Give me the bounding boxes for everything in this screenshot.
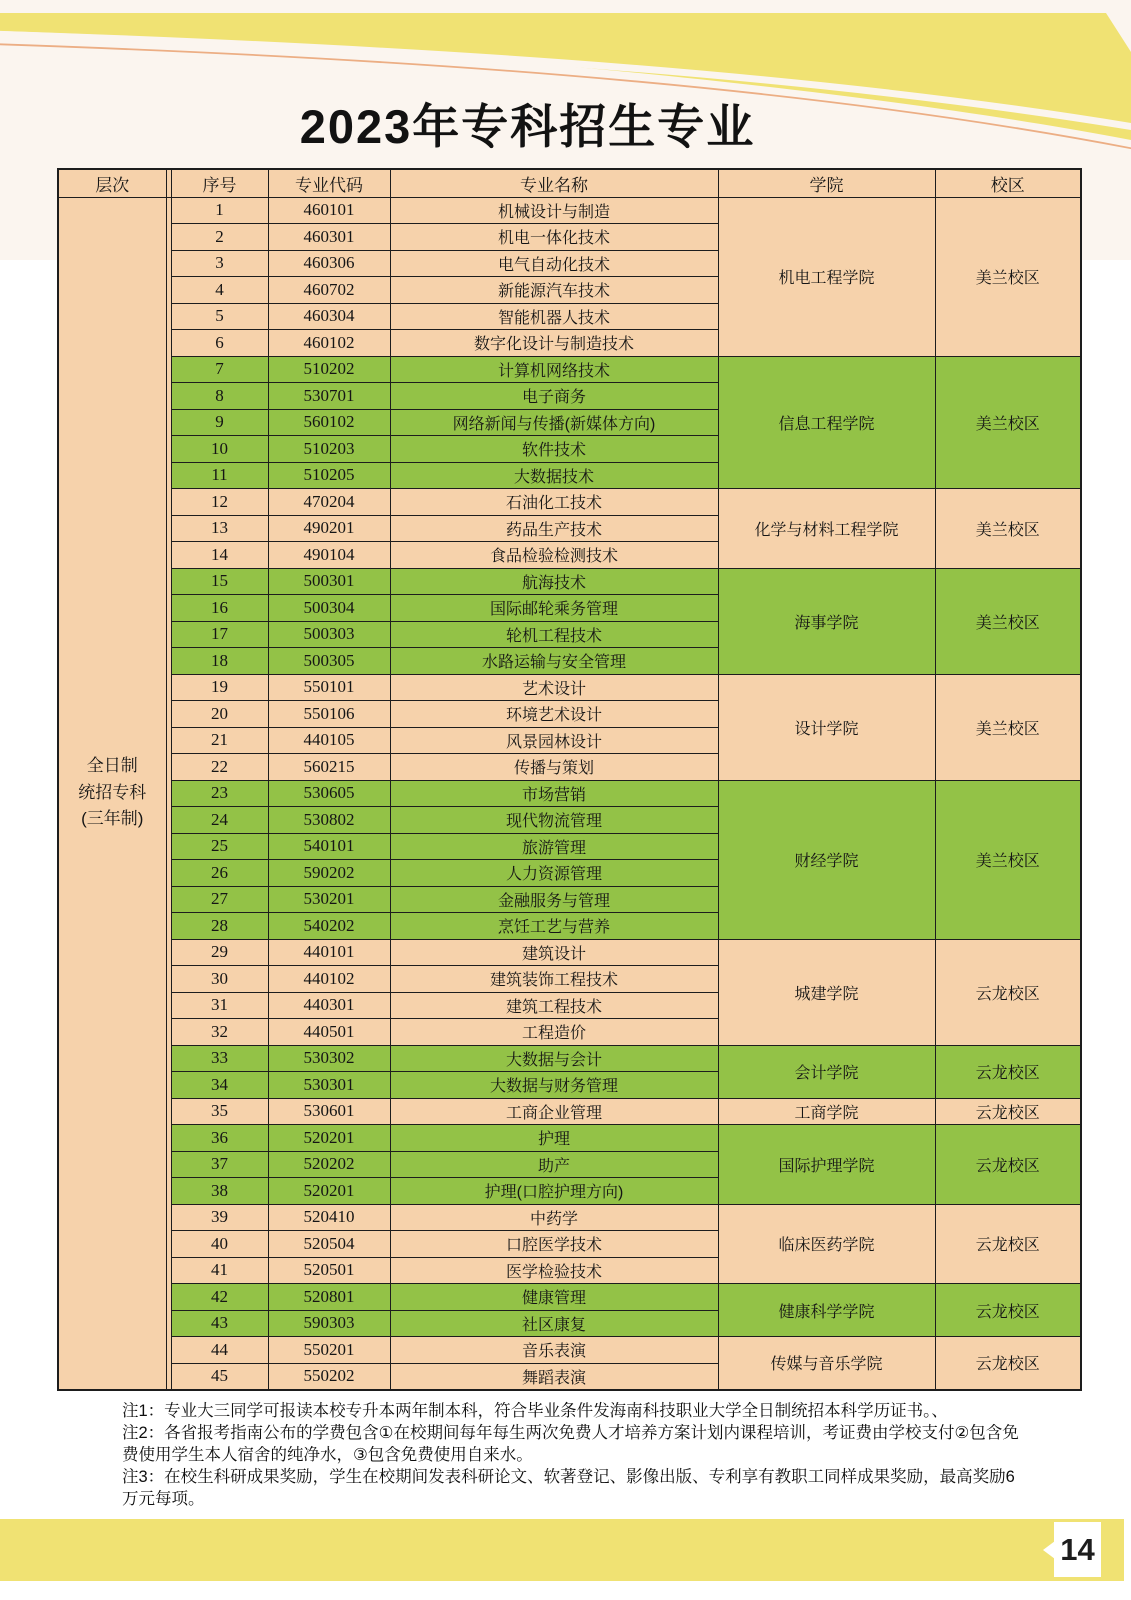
seq-cell: 7 <box>171 356 268 383</box>
code-cell: 460102 <box>268 330 390 357</box>
code-cell: 520410 <box>268 1204 390 1231</box>
campus-cell: 美兰校区 <box>935 568 1081 674</box>
college-cell: 机电工程学院 <box>718 197 935 356</box>
code-cell: 530201 <box>268 886 390 913</box>
level-cell: 全日制 统招专科 (三年制) <box>58 197 166 1390</box>
seq-cell: 36 <box>171 1125 268 1152</box>
seq-cell: 27 <box>171 886 268 913</box>
campus-cell: 美兰校区 <box>935 356 1081 489</box>
header-code: 专业代码 <box>268 169 390 197</box>
code-cell: 590303 <box>268 1310 390 1337</box>
major-name-cell: 健康管理 <box>390 1284 718 1311</box>
major-name-cell: 工商企业管理 <box>390 1098 718 1125</box>
seq-cell: 41 <box>171 1257 268 1284</box>
seq-cell: 40 <box>171 1231 268 1258</box>
seq-cell: 10 <box>171 436 268 463</box>
major-name-cell: 电气自动化技术 <box>390 250 718 277</box>
code-cell: 500301 <box>268 568 390 595</box>
code-cell: 460301 <box>268 224 390 251</box>
major-name-cell: 网络新闻与传播(新媒体方向) <box>390 409 718 436</box>
seq-cell: 32 <box>171 1019 268 1046</box>
major-name-cell: 轮机工程技术 <box>390 621 718 648</box>
major-name-cell: 环境艺术设计 <box>390 701 718 728</box>
major-name-cell: 市场营销 <box>390 780 718 807</box>
code-cell: 510205 <box>268 462 390 489</box>
campus-cell: 云龙校区 <box>935 939 1081 1045</box>
code-cell: 440501 <box>268 1019 390 1046</box>
seq-cell: 19 <box>171 674 268 701</box>
seq-cell: 43 <box>171 1310 268 1337</box>
seq-cell: 16 <box>171 595 268 622</box>
code-cell: 440101 <box>268 939 390 966</box>
college-cell: 海事学院 <box>718 568 935 674</box>
seq-cell: 29 <box>171 939 268 966</box>
table-row <box>58 780 1081 807</box>
footnote-line: 注2：各省报考指南公布的学费包含①在校期间每年每生两次免费人才培养方案计划内课程培训，考证费由学校支付②包含免费使用学生本人宿舍的纯净水，③包含免费使用自来水。 <box>122 1424 1019 1464</box>
table-row <box>58 1204 1081 1231</box>
seq-cell: 31 <box>171 992 268 1019</box>
major-name-cell: 大数据与财务管理 <box>390 1072 718 1099</box>
college-cell: 信息工程学院 <box>718 356 935 489</box>
majors-table-wrap <box>57 168 1080 1391</box>
seq-cell: 33 <box>171 1045 268 1072</box>
college-cell: 会计学院 <box>718 1045 935 1098</box>
footnote-line: 注3：在校生科研成果奖励，学生在校期间发表科研论文、软著登记、影像出版、专利享有教职工同样成果奖励，最高奖励6万元每项。 <box>122 1468 1015 1508</box>
major-name-cell: 数字化设计与制造技术 <box>390 330 718 357</box>
code-cell: 510203 <box>268 436 390 463</box>
seq-cell: 6 <box>171 330 268 357</box>
code-cell: 490104 <box>268 542 390 569</box>
college-cell: 传媒与音乐学院 <box>718 1337 935 1390</box>
major-name-cell: 口腔医学技术 <box>390 1231 718 1258</box>
major-name-cell: 金融服务与管理 <box>390 886 718 913</box>
header-college: 学院 <box>718 169 935 197</box>
seq-cell: 44 <box>171 1337 268 1364</box>
table-row <box>58 489 1081 516</box>
code-cell: 460101 <box>268 197 390 224</box>
major-name-cell: 计算机网络技术 <box>390 356 718 383</box>
code-cell: 540202 <box>268 913 390 940</box>
code-cell: 540101 <box>268 833 390 860</box>
major-name-cell: 机械设计与制造 <box>390 197 718 224</box>
code-cell: 550106 <box>268 701 390 728</box>
college-cell: 健康科学学院 <box>718 1284 935 1337</box>
code-cell: 550201 <box>268 1337 390 1364</box>
major-name-cell: 智能机器人技术 <box>390 303 718 330</box>
code-cell: 520501 <box>268 1257 390 1284</box>
code-cell: 460304 <box>268 303 390 330</box>
code-cell: 530605 <box>268 780 390 807</box>
seq-cell: 11 <box>171 462 268 489</box>
major-name-cell: 医学检验技术 <box>390 1257 718 1284</box>
major-name-cell: 水路运输与安全管理 <box>390 648 718 675</box>
major-name-cell: 建筑装饰工程技术 <box>390 966 718 993</box>
code-cell: 440301 <box>268 992 390 1019</box>
code-cell: 520201 <box>268 1125 390 1152</box>
code-cell: 530701 <box>268 383 390 410</box>
seq-cell: 3 <box>171 250 268 277</box>
campus-cell: 云龙校区 <box>935 1337 1081 1390</box>
campus-cell: 美兰校区 <box>935 197 1081 356</box>
seq-cell: 8 <box>171 383 268 410</box>
major-name-cell: 航海技术 <box>390 568 718 595</box>
seq-cell: 26 <box>171 860 268 887</box>
page-number: 14 <box>1060 1531 1095 1567</box>
seq-cell: 23 <box>171 780 268 807</box>
major-name-cell: 现代物流管理 <box>390 807 718 834</box>
seq-cell: 9 <box>171 409 268 436</box>
seq-cell: 20 <box>171 701 268 728</box>
seq-cell: 38 <box>171 1178 268 1205</box>
college-cell: 国际护理学院 <box>718 1125 935 1205</box>
major-name-cell: 国际邮轮乘务管理 <box>390 595 718 622</box>
code-cell: 560102 <box>268 409 390 436</box>
code-cell: 530601 <box>268 1098 390 1125</box>
header-level: 层次 <box>58 169 166 197</box>
seq-cell: 34 <box>171 1072 268 1099</box>
code-cell: 530802 <box>268 807 390 834</box>
code-cell: 490201 <box>268 515 390 542</box>
majors-table <box>57 168 1082 1391</box>
seq-cell: 39 <box>171 1204 268 1231</box>
major-name-cell: 旅游管理 <box>390 833 718 860</box>
code-cell: 520801 <box>268 1284 390 1311</box>
seq-cell: 28 <box>171 913 268 940</box>
major-name-cell: 护理(口腔护理方向) <box>390 1178 718 1205</box>
campus-cell: 美兰校区 <box>935 780 1081 939</box>
code-cell: 520202 <box>268 1151 390 1178</box>
code-cell: 440102 <box>268 966 390 993</box>
campus-cell: 云龙校区 <box>935 1045 1081 1098</box>
college-cell: 设计学院 <box>718 674 935 780</box>
header-campus: 校区 <box>935 169 1081 197</box>
table-row <box>58 1098 1081 1125</box>
major-name-cell: 艺术设计 <box>390 674 718 701</box>
campus-cell: 云龙校区 <box>935 1098 1081 1125</box>
code-cell: 460306 <box>268 250 390 277</box>
college-cell: 化学与材料工程学院 <box>718 489 935 569</box>
table-row <box>58 197 1081 224</box>
major-name-cell: 大数据与会计 <box>390 1045 718 1072</box>
table-header-row <box>58 169 1081 197</box>
table-row <box>58 674 1081 701</box>
seq-cell: 24 <box>171 807 268 834</box>
campus-cell: 美兰校区 <box>935 489 1081 569</box>
seq-cell: 4 <box>171 277 268 304</box>
bottom-band <box>0 1519 1124 1581</box>
major-name-cell: 中药学 <box>390 1204 718 1231</box>
major-name-cell: 助产 <box>390 1151 718 1178</box>
table-row <box>58 1045 1081 1072</box>
header-major: 专业名称 <box>390 169 718 197</box>
footnote-line: 注1：专业大三同学可报读本校专升本两年制本科，符合毕业条件发海南科技职业大学全日制统招本科学历证书。、 <box>122 1402 948 1420</box>
major-name-cell: 建筑工程技术 <box>390 992 718 1019</box>
code-cell: 510202 <box>268 356 390 383</box>
college-cell: 城建学院 <box>718 939 935 1045</box>
campus-cell: 云龙校区 <box>935 1284 1081 1337</box>
code-cell: 520504 <box>268 1231 390 1258</box>
seq-cell: 5 <box>171 303 268 330</box>
code-cell: 560215 <box>268 754 390 781</box>
table-row <box>58 939 1081 966</box>
seq-cell: 25 <box>171 833 268 860</box>
major-name-cell: 石油化工技术 <box>390 489 718 516</box>
page-number-notch-icon <box>1043 1541 1055 1559</box>
seq-cell: 13 <box>171 515 268 542</box>
major-name-cell: 电子商务 <box>390 383 718 410</box>
code-cell: 500303 <box>268 621 390 648</box>
code-cell: 530302 <box>268 1045 390 1072</box>
major-name-cell: 舞蹈表演 <box>390 1363 718 1390</box>
page-number-box <box>1054 1522 1101 1577</box>
major-name-cell: 大数据技术 <box>390 462 718 489</box>
college-cell: 临床医药学院 <box>718 1204 935 1284</box>
seq-cell: 15 <box>171 568 268 595</box>
major-name-cell: 风景园林设计 <box>390 727 718 754</box>
seq-cell: 12 <box>171 489 268 516</box>
table-row <box>58 1125 1081 1152</box>
seq-cell: 21 <box>171 727 268 754</box>
code-cell: 440105 <box>268 727 390 754</box>
major-name-cell: 社区康复 <box>390 1310 718 1337</box>
code-cell: 550202 <box>268 1363 390 1390</box>
code-cell: 520201 <box>268 1178 390 1205</box>
page-title: 2023年专科招生专业 <box>299 100 756 153</box>
code-cell: 590202 <box>268 860 390 887</box>
major-name-cell: 新能源汽车技术 <box>390 277 718 304</box>
majors-tbody <box>58 197 1081 1390</box>
code-cell: 500305 <box>268 648 390 675</box>
major-name-cell: 机电一体化技术 <box>390 224 718 251</box>
seq-cell: 35 <box>171 1098 268 1125</box>
code-cell: 550101 <box>268 674 390 701</box>
seq-cell: 45 <box>171 1363 268 1390</box>
seq-cell: 37 <box>171 1151 268 1178</box>
major-name-cell: 食品检验检测技术 <box>390 542 718 569</box>
major-name-cell: 音乐表演 <box>390 1337 718 1364</box>
seq-cell: 42 <box>171 1284 268 1311</box>
table-row <box>58 356 1081 383</box>
major-name-cell: 建筑设计 <box>390 939 718 966</box>
campus-cell: 美兰校区 <box>935 674 1081 780</box>
major-name-cell: 烹饪工艺与营养 <box>390 913 718 940</box>
campus-cell: 云龙校区 <box>935 1125 1081 1205</box>
major-name-cell: 软件技术 <box>390 436 718 463</box>
seq-cell: 22 <box>171 754 268 781</box>
seq-cell: 18 <box>171 648 268 675</box>
major-name-cell: 传播与策划 <box>390 754 718 781</box>
code-cell: 500304 <box>268 595 390 622</box>
footnotes <box>122 1400 1027 1510</box>
code-cell: 470204 <box>268 489 390 516</box>
seq-cell: 1 <box>171 197 268 224</box>
seq-cell: 14 <box>171 542 268 569</box>
table-row <box>58 568 1081 595</box>
seq-cell: 30 <box>171 966 268 993</box>
table-row <box>58 1337 1081 1364</box>
college-cell: 财经学院 <box>718 780 935 939</box>
major-name-cell: 药品生产技术 <box>390 515 718 542</box>
table-row <box>58 1284 1081 1311</box>
campus-cell: 云龙校区 <box>935 1204 1081 1284</box>
code-cell: 530301 <box>268 1072 390 1099</box>
seq-cell: 17 <box>171 621 268 648</box>
seq-cell: 2 <box>171 224 268 251</box>
major-name-cell: 人力资源管理 <box>390 860 718 887</box>
college-cell: 工商学院 <box>718 1098 935 1125</box>
major-name-cell: 护理 <box>390 1125 718 1152</box>
header-seq: 序号 <box>171 169 268 197</box>
code-cell: 460702 <box>268 277 390 304</box>
major-name-cell: 工程造价 <box>390 1019 718 1046</box>
